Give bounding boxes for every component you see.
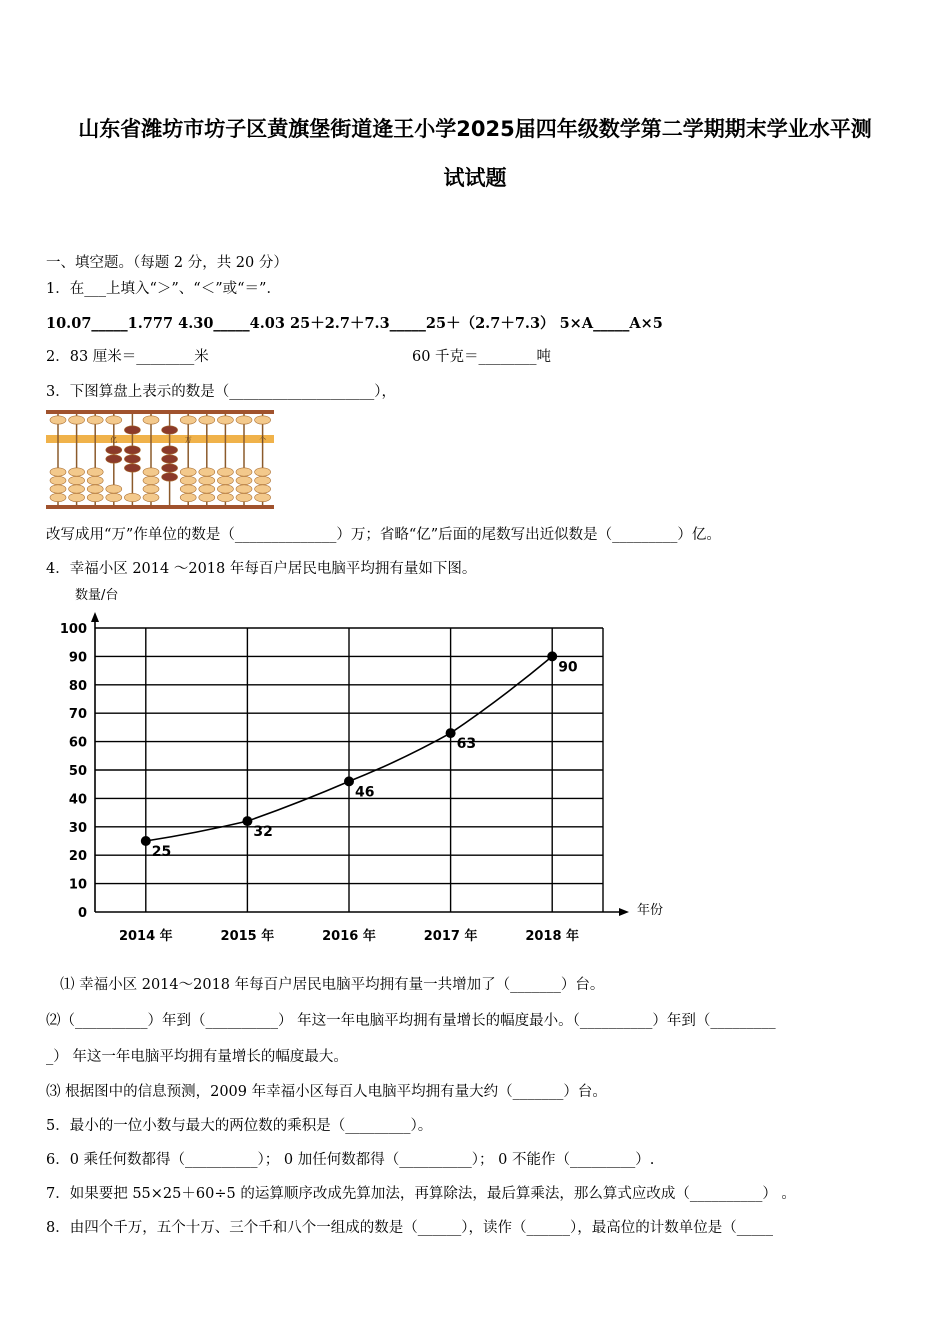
abacus-bead	[143, 468, 159, 476]
abacus-bead	[255, 485, 271, 493]
y-tick-label: 60	[68, 735, 87, 751]
y-axis-arrow	[91, 612, 99, 622]
abacus-bead	[143, 416, 159, 424]
x-tick-label: 2014 年	[118, 929, 173, 944]
line-chart	[40, 580, 680, 950]
data-point	[547, 651, 557, 661]
q1-prompt: 1．在___上填入“＞”、“＜”或“＝”．	[46, 281, 281, 297]
abacus-bead	[106, 493, 122, 501]
abacus-bead	[106, 455, 122, 463]
abacus-bead	[199, 468, 215, 476]
abacus-bead	[199, 416, 215, 424]
abacus-bead	[236, 468, 252, 476]
abacus-bead	[199, 476, 215, 484]
abacus-bead	[87, 416, 103, 424]
abacus-bead	[106, 446, 122, 454]
abacus-bead	[162, 473, 178, 481]
data-label: 90	[558, 659, 578, 676]
abacus-bead	[162, 446, 178, 454]
x-tick-label: 2016 年	[322, 929, 376, 944]
x-tick-label: 2017 年	[423, 929, 478, 944]
y-tick-label: 10	[68, 877, 87, 893]
abacus-bead	[236, 493, 252, 501]
y-tick-label: 20	[68, 849, 87, 865]
y-tick-label: 40	[68, 792, 87, 808]
abacus-bead	[124, 493, 140, 501]
q3-prompt: 3．下图算盘上表示的数是（____________________），	[46, 384, 396, 400]
data-label: 46	[355, 784, 375, 801]
data-point	[141, 836, 151, 846]
q4-sub1: ⑴ 幸福小区 2014～2018 年每百户居民电脑平均拥有量一共增加了（_______）台。	[60, 977, 605, 993]
abacus-bead	[180, 493, 196, 501]
abacus-bead	[162, 455, 178, 463]
abacus-bead	[143, 485, 159, 493]
q5-text: 5．最小的一位小数与最大的两位数的乘积是（_________）。	[46, 1118, 433, 1134]
abacus-bead	[143, 476, 159, 484]
abacus-bead	[180, 416, 196, 424]
x-axis-title: 年份	[637, 903, 664, 918]
abacus-bead	[124, 464, 140, 472]
abacus-bead	[50, 416, 66, 424]
abacus-bead	[199, 493, 215, 501]
y-tick-label: 30	[68, 820, 87, 836]
abacus-bead	[69, 416, 85, 424]
abacus-bead	[124, 446, 140, 454]
abacus-label: 亿	[110, 436, 118, 444]
abacus-bead	[124, 426, 140, 434]
x-tick-label: 2018 年	[525, 929, 580, 944]
abacus-bead	[106, 485, 122, 493]
y-axis-title: 数量/台	[75, 588, 119, 603]
abacus-label: 个	[259, 436, 267, 444]
section-header: 一、填空题。（每题 2 分，共 20 分）	[46, 255, 288, 271]
abacus-bead	[50, 468, 66, 476]
abacus-bead	[50, 493, 66, 501]
abacus-bead	[87, 485, 103, 493]
data-label: 32	[253, 824, 273, 841]
abacus-bead	[217, 476, 233, 484]
abacus-bead	[87, 468, 103, 476]
abacus-beam	[46, 435, 274, 443]
abacus-bead	[69, 476, 85, 484]
data-label: 63	[456, 736, 477, 753]
abacus-bead	[69, 468, 85, 476]
abacus-bead	[143, 493, 159, 501]
q4-sub2-a: ⑵（__________）年到（__________） 年这一年电脑平均拥有量增长的幅度最小。（__________）年到（_________	[46, 1013, 776, 1029]
abacus-bead	[217, 485, 233, 493]
q4-sub3: ⑶ 根据图中的信息预测，2009 年幸福小区每百人电脑平均拥有量大约（_______）台。	[46, 1084, 607, 1100]
abacus-bead	[50, 485, 66, 493]
abacus-bead	[162, 426, 178, 434]
abacus-bead	[69, 485, 85, 493]
abacus-bead	[255, 493, 271, 501]
abacus-figure	[46, 410, 276, 510]
abacus-bead	[87, 476, 103, 484]
data-point	[242, 816, 252, 826]
y-tick-label: 100	[59, 622, 87, 637]
doc-title-line2: 试试题	[443, 166, 507, 190]
data-point	[344, 776, 354, 786]
abacus-bead	[50, 476, 66, 484]
abacus-bead	[69, 493, 85, 501]
abacus-bead	[217, 493, 233, 501]
abacus-bead	[236, 416, 252, 424]
y-tick-label: 70	[68, 707, 87, 723]
data-label: 25	[151, 844, 172, 860]
abacus-bead	[236, 476, 252, 484]
abacus-bead	[236, 485, 252, 493]
q4-sub2-b: _） 年这一年电脑平均拥有量增长的幅度最大。	[46, 1049, 348, 1065]
abacus-bead	[217, 416, 233, 424]
abacus-bead	[106, 416, 122, 424]
abacus-bead	[180, 485, 196, 493]
q2-left: 2．83 厘米＝________米	[46, 349, 209, 365]
q8-text: 8．由四个千万，五个十万、三个千和八个一组成的数是（______），读作（______），最高位的计数单位是（_____	[46, 1220, 773, 1236]
q3-rewrite: 改写成用“万”作单位的数是（______________）万；省略“亿”后面的尾数写出近似数是（_________）亿。	[46, 527, 721, 543]
q1-items: 10.07_____1.777 4.30_____4.03 25＋2.7＋7.3_____25＋（2.7＋7.3） 5×A_____A×5	[46, 315, 663, 332]
abacus-bead	[255, 476, 271, 484]
abacus-bead	[255, 416, 271, 424]
abacus-bead	[199, 485, 215, 493]
q6-text: 6．0 乘任何数都得（__________）； 0 加任何数都得（__________）； 0 不能作（_________）.	[46, 1152, 655, 1168]
q2-right: 60 千克＝________吨	[412, 349, 552, 365]
abacus-bead	[162, 464, 178, 472]
y-tick-label: 0	[77, 906, 87, 921]
y-tick-label: 90	[68, 650, 87, 666]
data-point	[446, 728, 456, 738]
x-tick-label: 2015 年	[220, 929, 275, 944]
doc-title-line1: 山东省潍坊市坊子区黄旗堡街道逄王小学2025届四年级数学第二学期期末学业水平测	[78, 117, 872, 141]
abacus-bead	[255, 468, 271, 476]
abacus-label: 万	[184, 436, 192, 444]
q7-text: 7．如果要把 55×25＋60÷5 的运算顺序改成先算加法，再算除法，最后算乘法，那么算式应改成（__________） 。	[46, 1186, 796, 1202]
abacus-frame-top	[46, 410, 274, 414]
abacus-bead	[87, 493, 103, 501]
y-tick-label: 50	[68, 764, 87, 779]
y-tick-label: 80	[68, 678, 87, 694]
x-axis-arrow	[619, 908, 629, 916]
abacus-frame-bottom	[46, 505, 274, 509]
abacus-bead	[180, 476, 196, 484]
abacus-bead	[180, 468, 196, 476]
abacus-bead	[217, 468, 233, 476]
abacus-bead	[124, 455, 140, 463]
q4-prompt: 4．幸福小区 2014 ～2018 年每百户居民电脑平均拥有量如下图。	[46, 561, 477, 577]
